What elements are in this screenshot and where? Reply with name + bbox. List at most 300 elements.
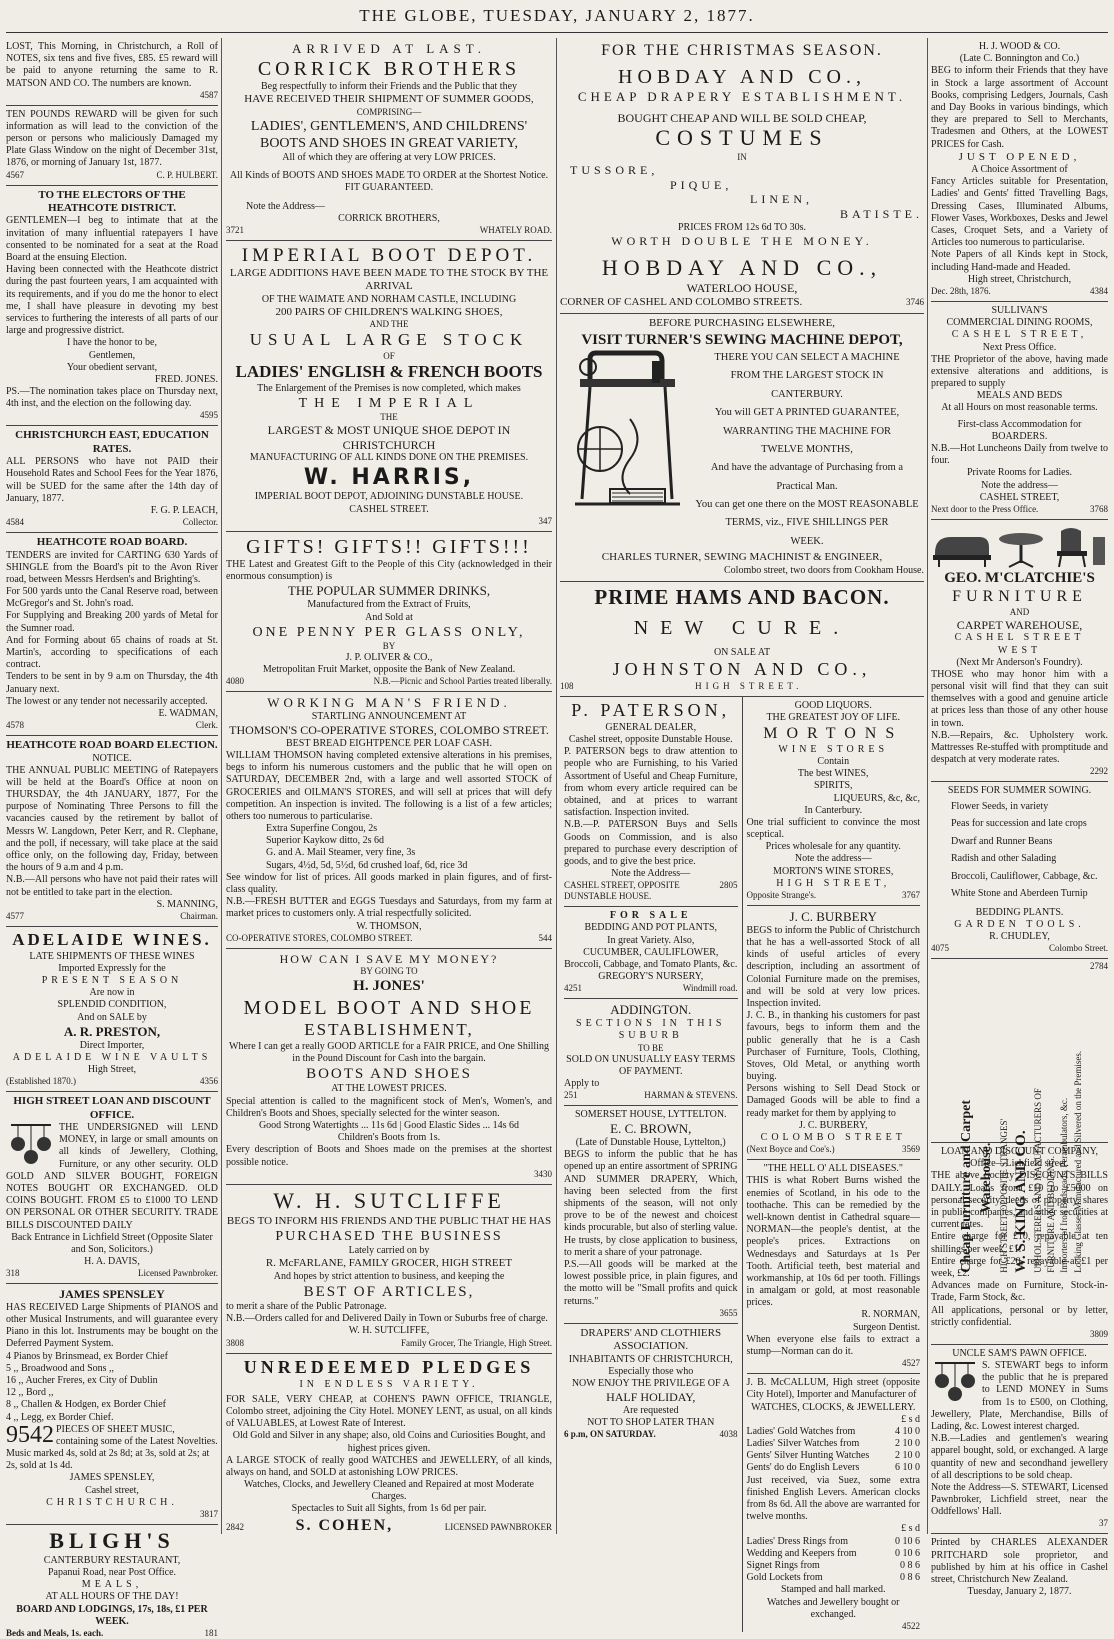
ad-line: MEALS AND BEDS bbox=[976, 390, 1063, 402]
price-value: 6 10 0 bbox=[895, 1462, 920, 1474]
ad-name: HARMAN & STEVENS. bbox=[644, 1090, 738, 1101]
ad-line: GENERAL DEALER, bbox=[605, 721, 697, 733]
ad-body: HAS RECEIVED Large Shipments of PIANOS and other Musical Instruments, and will guarantee every Piano in this lot. Instruments may be bought on the Deferred Payment System. bbox=[6, 1301, 218, 1350]
ad-body: THE ANNUAL PUBLIC MEETING of Ratepayers will be held at the Board's Office at noon on THURSDAY, the 4th JANUARY, 1877, For the purpose of Nominating Three Persons to fill the vacancies caused by the retirement by ballot of Messrs W. Langdown, Peter Kerr, and R. Clephane, and the poll, if necessary, will take place at the said office only, on the following day, Friday, between the hours of 9 a.m and 4 p.m. bbox=[6, 764, 218, 874]
ad-line: Old Gold and Silver in any shape; also, old Coins and Curiosities Bought, and highest prices given. bbox=[232, 1430, 546, 1454]
ad-line: Next door to the Press Office. bbox=[931, 503, 1039, 514]
ad-title: UNREDEEMED PLEDGES bbox=[243, 1356, 535, 1377]
ad-line: OF THE WAIMATE AND NORHAM CASTLE, INCLUDING bbox=[261, 293, 517, 305]
column-2 bbox=[226, 38, 552, 1534]
fabric-list bbox=[560, 163, 924, 222]
ad-body: A LARGE STOCK of really good WATCHES and JEWELLERY, of all kinds, always on hand, and SOLD at astonishing LOW PRICES. bbox=[226, 1454, 552, 1478]
ad-body: See window for list of prices. All goods marked in plain figures, and of first-class quality. bbox=[226, 871, 552, 896]
ad-signature: R. NORMAN, bbox=[861, 1309, 920, 1321]
road-board-tenders-ad bbox=[6, 533, 218, 736]
gifts-summer-drinks-ad bbox=[226, 532, 552, 692]
ad-body: Entire charge for £20, repayable at £1 per week, £2. bbox=[931, 1255, 1108, 1279]
burbery-furniture-ad bbox=[747, 906, 921, 1160]
ad-pretitle: FOR THE CHRISTMAS SEASON. bbox=[601, 42, 883, 59]
list-item: Peas for succession and late crops bbox=[951, 818, 1087, 830]
ad-line: WATERLOO HOUSE, bbox=[686, 281, 798, 296]
ad-line: HIGH STREET. bbox=[695, 680, 803, 691]
hobday-drapery-ad bbox=[560, 38, 924, 314]
rotated-ad-body bbox=[957, 933, 1085, 1273]
ad-line: LADIES', GENTLEMEN'S, AND CHILDRENS' bbox=[250, 118, 528, 134]
ad-ref: 4384 bbox=[1090, 285, 1108, 296]
ad-line: R. McFARLANE, FAMILY GROCER, HIGH STREET bbox=[265, 1257, 513, 1270]
list-item: LINEN, bbox=[750, 192, 813, 207]
ad-line: In Canterbury. bbox=[804, 804, 863, 816]
ad-line: Looking Glasses Manufactured and Silvered on the Premises. bbox=[1072, 1050, 1083, 1273]
ad-body: THE Proprietor of the above, having made extensive alterations and additions, is prepared to supply bbox=[931, 353, 1108, 390]
ad-line: COSTUMES bbox=[655, 125, 829, 151]
ad-title: Warehouse. bbox=[979, 1142, 995, 1213]
pawnbroker-balls-icon bbox=[931, 1360, 979, 1402]
ad-line: High street, Christchurch, bbox=[967, 273, 1072, 285]
ad-ref: 3808 bbox=[226, 1337, 244, 1348]
ad-title: E. C. BROWN, bbox=[610, 1121, 692, 1137]
ad-line: GREGORY'S NURSERY, bbox=[598, 971, 704, 983]
ad-name: J. P. OLIVER & CO., bbox=[345, 651, 433, 663]
list-item: 4 ,, Legg, ex Border Chief. bbox=[6, 1411, 114, 1423]
ad-body: For Supplying and Breaking 200 yards of Metal for the Sumner road. bbox=[6, 610, 218, 634]
electors-ad bbox=[6, 186, 218, 427]
loan-office-ad bbox=[6, 1092, 218, 1284]
ad-line: Your obedient servant, bbox=[66, 361, 158, 373]
ad-ref: 4577 bbox=[6, 910, 24, 921]
ad-line: CO-OPERATIVE STORES, COLOMBO STREET. bbox=[226, 932, 413, 943]
ad-ref: 3430 bbox=[534, 1168, 552, 1179]
ad-ref: 4522 bbox=[902, 1620, 920, 1631]
subcolumn-right bbox=[743, 697, 925, 1632]
ad-line: Imported Expressly for the bbox=[58, 962, 166, 974]
ad-line: Watches, Clocks, and Jewellery Cleaned and Repaired at most Moderate Charges. bbox=[244, 1479, 534, 1503]
ad-body: FOR SALE, VERY CHEAP, at COHEN'S PAWN OFFICE, TRIANGLE, Colombo street, adjoining the City Hotel. MONEY LENT, as usual, on all kinds of VALUABLES, at Lowest Rate of Interest. bbox=[226, 1393, 552, 1430]
ad-line: The best WINES, bbox=[797, 768, 869, 780]
uncle-sams-pawn-office-ad bbox=[931, 1345, 1108, 1535]
ad-signature: E. WADMAN, bbox=[158, 707, 218, 719]
ad-body: J. C. B., in thanking his customers for past favours, begs to inform them and the public generally that he is a Cash Purchaser of Furniture, Tools, Clothing, Stoves, Old Metal, or anything worth buying. bbox=[746, 1010, 920, 1083]
ad-title: TO THE ELECTORS OF THE HEATHCOTE DISTRICT. bbox=[38, 188, 186, 215]
ad-ref: 4527 bbox=[902, 1358, 920, 1369]
ad-line: AND bbox=[1009, 606, 1030, 617]
price-item: Gents' Silver Hunting Watches bbox=[746, 1450, 870, 1462]
ad-line: HAVE RECEIVED THEIR SHIPMENT OF SUMMER GOODS, bbox=[244, 93, 534, 106]
price-item: Gents' do do English Levers bbox=[746, 1462, 860, 1474]
ad-body: N.B.—All persons who have not paid their rates will not be entitled to take part in the election. bbox=[6, 874, 218, 898]
ad-body: One trial sufficient to convince the most sceptical. bbox=[746, 816, 920, 841]
ad-line: PRICES FROM 12s 6d TO 30s. bbox=[678, 221, 806, 233]
ad-line: LATE SHIPMENTS OF THESE WINES bbox=[29, 950, 195, 962]
somerset-house-ad bbox=[564, 1106, 738, 1324]
ad-line: Direct Importer, bbox=[79, 1039, 145, 1051]
ad-line: COLOMBO STREET bbox=[760, 1132, 906, 1144]
ad-line: FURNITURE bbox=[952, 588, 1087, 606]
list-item: Broccoli, Cauliflower, Cabbage, &c. bbox=[951, 870, 1098, 882]
road-board-election-ad bbox=[6, 736, 218, 927]
price-value: 0 8 6 bbox=[900, 1572, 920, 1584]
ad-ref: 181 bbox=[204, 1627, 218, 1638]
ad-line: Metropolitan Fruit Market, opposite the Bank of New Zealand. bbox=[262, 663, 516, 675]
ad-name: S. COHEN, bbox=[295, 1516, 394, 1534]
list-item: 16 ,, Aucher Freres, ex City of Dublin bbox=[6, 1374, 158, 1386]
ad-line: GARDEN TOOLS. bbox=[954, 918, 1085, 930]
ad-ref: 2842 bbox=[226, 1521, 244, 1532]
ad-line: 200 PAIRS OF CHILDREN'S WALKING SHOES, bbox=[275, 306, 503, 319]
ad-body: Fancy Articles suitable for Presentation, Ladies' and Gents' fitted Travelling Bags, Dressing Cases, Illuminated Albums, Flower Vases, Workboxes, Desks and Jewel Cases, Croquet Sets, and a Variety of Articles too numerous to particularise. bbox=[931, 176, 1108, 249]
ad-title: GEO. M'CLATCHIE'S bbox=[944, 569, 1095, 586]
ad-line: Good Strong Watertights ... 11s 6d | Good Elastic Sides ... 14s 6d bbox=[258, 1119, 520, 1131]
ad-ref: 3721 bbox=[226, 224, 244, 235]
ad-ref: 4356 bbox=[200, 1076, 218, 1087]
price-header: £ s d bbox=[901, 1523, 920, 1535]
ad-line: LARGE ADDITIONS HAVE BEEN MADE TO THE STOCK BY THE ARRIVAL bbox=[229, 267, 549, 293]
list-item: PIQUE, bbox=[670, 177, 733, 192]
ad-signature: S. MANNING, bbox=[156, 898, 218, 910]
ad-body: The lowest or any tender not necessarily accepted. bbox=[6, 695, 208, 707]
ad-body: N.B.—P. PATERSON Buys and Sells Goods on Commission, and is also prepared to purchase every description of goods, and to give the best price. bbox=[564, 819, 738, 867]
ad-signature: JAMES SPENSLEY, bbox=[69, 1472, 155, 1484]
ad-name: W. HARRIS, bbox=[303, 464, 475, 490]
price-item: Ladies' Dress Rings from bbox=[746, 1535, 849, 1547]
ad-line: WEEK. bbox=[790, 535, 824, 547]
ad-title: HOBDAY AND CO., bbox=[601, 254, 883, 280]
ad-line: WHATELY ROAD. bbox=[479, 224, 552, 235]
wood-stationers-ad bbox=[931, 38, 1108, 302]
ad-ref: 2805 bbox=[719, 880, 738, 891]
sheet-music-count: 9542 bbox=[6, 1421, 54, 1448]
ad-line: Opposite Strange's. bbox=[746, 890, 817, 901]
list-item: Radish and other Salading bbox=[951, 853, 1057, 865]
price-item: Signet Rings from bbox=[746, 1559, 820, 1571]
ad-line: Manufactured from the Extract of Fruits, bbox=[307, 599, 471, 611]
list-item: Extra Superfine Congou, 2s bbox=[266, 823, 378, 835]
ad-line: TO BE bbox=[637, 1042, 664, 1053]
ad-title: GIFTS! GIFTS!! GIFTS!!! bbox=[246, 535, 532, 558]
price-value: 0 8 6 bbox=[900, 1559, 920, 1571]
price-item: Gold Lockets from bbox=[746, 1572, 823, 1584]
mccallum-jeweller-ad bbox=[747, 1374, 921, 1632]
ad-body: Note Papers of all Kinds kept in Stock, including Hand-made and Headed. bbox=[931, 249, 1108, 273]
pawnbroker-balls-icon bbox=[6, 1122, 56, 1166]
ad-line: I have the honor to be, bbox=[67, 337, 157, 349]
ad-body: Having been connected with the Heathcote district during the past fourteen years, I am acquainted with its requirements, and if you do me the honor to elect me, I shall have pleasure in devoting my best services to furthering the interests of all parts of our large and progressive district. bbox=[6, 264, 218, 337]
unredeemed-pledges-ad bbox=[226, 1354, 552, 1536]
list-item: Superior Kaykow ditto, 2s 6d bbox=[266, 835, 385, 847]
ad-line: BEGS TO INFORM HIS FRIENDS AND THE PUBLIC THAT HE HAS bbox=[226, 1214, 552, 1227]
ad-line: You can get one there on the MOST REASONABLE bbox=[695, 499, 919, 511]
list-item: Dwarf and Runner Beans bbox=[951, 835, 1053, 847]
ad-title: PRIME HAMS AND BACON. bbox=[594, 584, 890, 609]
sullivans-dining-ad bbox=[931, 302, 1108, 520]
price-value: 4 10 0 bbox=[895, 1425, 920, 1437]
ad-body: Special attention is called to the magnificent stock of Men's, Women's, and Children's Boots and Shoes, specially selected for the winter season. bbox=[226, 1095, 552, 1119]
ad-line: Cashel street, bbox=[85, 1484, 139, 1496]
ad-line: Colombo street, two doors from Cookham House. bbox=[724, 564, 924, 576]
addington-sections-ad bbox=[564, 999, 738, 1106]
ad-title: VISIT TURNER'S SEWING MACHINE DEPOT, bbox=[581, 331, 903, 348]
ad-line: CANTERBURY. bbox=[771, 388, 843, 400]
ad-line: Back Entrance in Lichfield Street (Opposite Slater and Son, Solicitors.) bbox=[11, 1231, 213, 1255]
ad-ref: 2292 bbox=[1090, 766, 1108, 777]
ad-body: BEGS to inform the Public of Christchurch that he has a well-assorted Stock of all kinds of useful articles of every description, including an assortment of Colonial Furniture made on the premises, and will be sold at very low prices. Inspection invited. bbox=[746, 924, 920, 1009]
ad-body: THIS is what Robert Burns wished the enemies of Scotland, in his ode to the toothache. This can be remedied by the well-known dentist in Cathedral square—NORMAN—the people's dentist, at the people's prices. Extractions on Wednesdays and Saturdays at 1s Per Tooth. Artificial teeth, best material and workmanship, at 10s 6d per tooth. Fillings in amalgam or gold, at most reasonable prices. bbox=[746, 1175, 920, 1309]
price-item: Ladies' Silver Watches from bbox=[746, 1438, 860, 1450]
ad-body: THE Latest and Greatest Gift to the People of this City (acknowledged in their enormous consumption) is bbox=[226, 559, 552, 583]
ad-ref: 108 bbox=[560, 680, 574, 691]
ad-line: THE GREATEST JOY OF LIFE. bbox=[766, 712, 901, 724]
ad-line: N.B.—Picnic and School Parties treated liberally. bbox=[373, 676, 552, 687]
ad-signature: R. CHUDLEY, bbox=[989, 930, 1050, 942]
price-header: £ s d bbox=[901, 1413, 920, 1425]
ad-line: Contain bbox=[817, 755, 850, 767]
ad-line: CASHEL STREET, bbox=[979, 491, 1060, 503]
ad-signature: FRED. JONES. bbox=[154, 373, 218, 385]
ad-line: Spectacles to Suit all Sights, from 1s 6d per pair. bbox=[291, 1503, 487, 1515]
ad-body: LOST, This Morning, in Christchurch, a Roll of NOTES, six tens and five fives, £85. £5 reward will be paid to anyone returning the same to R. MATSON AND CO. The numbers are known. bbox=[6, 41, 218, 89]
seed-list bbox=[931, 798, 1108, 903]
ad-line: Are requested bbox=[622, 1404, 679, 1416]
ad-pretitle: BEFORE PURCHASING ELSEWHERE, bbox=[648, 317, 836, 330]
ad-ref: 318 bbox=[6, 1268, 20, 1279]
table-row bbox=[747, 1438, 921, 1450]
ad-line: (Late C. Bonnington and Co.) bbox=[959, 53, 1080, 65]
ad-line: OF PAYMENT. bbox=[618, 1065, 683, 1077]
ad-line: IN ENDLESS VARIETY. bbox=[299, 1378, 479, 1390]
ad-role: Licensed Pawnbroker. bbox=[138, 1268, 218, 1279]
ad-line: HIGH STREET, OPPOSITE STRANGES' bbox=[998, 1118, 1009, 1273]
ad-line: Beg respectfully to inform their Friends and the Public that they bbox=[260, 81, 518, 93]
ad-line: CANTERBURY RESTAURANT, bbox=[43, 1554, 181, 1566]
ad-line: Beds and Meals, 1s. each. bbox=[6, 1627, 104, 1638]
ad-ref: 3767 bbox=[902, 890, 920, 901]
ad-line: SOLD ON UNUSUALLY EASY TERMS bbox=[566, 1053, 736, 1065]
ad-ref: 37 bbox=[1099, 1518, 1108, 1529]
mclatchie-furniture-ad bbox=[931, 520, 1108, 782]
ad-line: Especially those who bbox=[608, 1365, 694, 1377]
subcolumn-left bbox=[560, 697, 743, 1632]
list-item: TUSSORE, bbox=[570, 163, 659, 178]
ad-line: BEDDING PLANTS. bbox=[975, 906, 1064, 918]
list-item: 12 ,, Bord ,, bbox=[6, 1387, 54, 1399]
ad-name: CORRICK BROTHERS, bbox=[338, 212, 440, 224]
ad-line: And on SALE by bbox=[77, 1011, 147, 1023]
ad-line: CARPET WAREHOUSE, bbox=[956, 617, 1083, 632]
ad-body: N.B.—Hot Luncheons Daily from twelve to four. bbox=[931, 443, 1108, 467]
ad-pretitle: GOOD LIQUORS. bbox=[794, 699, 872, 711]
ad-line: BOOTS AND SHOES bbox=[306, 1066, 472, 1083]
ad-line: And hopes by strict attention to business, and keeping the bbox=[273, 1270, 505, 1282]
ad-line: PRESENT SEASON bbox=[41, 975, 183, 987]
ad-line: BOUGHT CHEAP AND WILL BE SOLD CHEAP, bbox=[617, 110, 867, 125]
ad-ref: 3768 bbox=[1090, 503, 1108, 514]
ad-title: HOBDAY AND CO., bbox=[618, 65, 866, 88]
ad-line: OF bbox=[383, 351, 395, 362]
table-row bbox=[747, 1426, 921, 1438]
ad-line: AND THE bbox=[369, 319, 409, 330]
piano-list bbox=[6, 1351, 218, 1424]
ad-body: Every description of Boots and Shoes made on the premises at the shortest possible notice. bbox=[226, 1144, 552, 1168]
ad-line: A Choice Assortment of bbox=[971, 164, 1068, 176]
sewing-machine-illustration bbox=[560, 349, 690, 517]
ad-line: LADIES' ENGLISH & FRENCH BOOTS bbox=[235, 362, 543, 382]
ad-ref: 4038 bbox=[719, 1429, 738, 1440]
ad-line: BY bbox=[382, 640, 396, 651]
ad-line: Note the address— bbox=[981, 479, 1058, 491]
price-item: Ladies' Gold Watches from bbox=[746, 1425, 856, 1437]
ad-ref: 3655 bbox=[719, 1307, 738, 1318]
ad-title: IMPERIAL BOOT DEPOT. bbox=[241, 244, 537, 266]
list-item: 5 ,, Broadwood and Sons ,, bbox=[6, 1362, 115, 1374]
ad-name: A. R. PRESTON, bbox=[63, 1023, 161, 1039]
ad-pretitle: ARRIVED AT LAST. bbox=[292, 41, 486, 56]
ad-line: Windmill road. bbox=[682, 983, 738, 994]
ad-line: BOOTS AND SHOES IN GREAT VARIETY, bbox=[259, 135, 518, 151]
ad-line: NOW ENJOY THE PRIVILEGE OF A bbox=[571, 1377, 730, 1389]
ad-body: GENTLEMEN—I beg to intimate that at the invitation of many influential ratepayers I have consented to be nominated for a seat at the Road Board at the ensuing Election. bbox=[6, 215, 218, 263]
ad-line: BEST OF ARTICLES, bbox=[303, 1283, 475, 1300]
imprint-date: Tuesday, January 2, 1877. bbox=[967, 1586, 1072, 1598]
ad-body: ALL PERSONS who have not PAID their Household Rates and School Fees for the Year 1876, will be SUED for the same after the 14th day of January, 1877. bbox=[6, 456, 218, 504]
ad-line: All Kinds of BOOTS AND SHOES MADE TO ORDER at the Shortest Notice. bbox=[229, 170, 549, 182]
ad-title: LOAN AND DISCOUNT COMPANY, bbox=[940, 1146, 1099, 1158]
ad-line: And Sold at bbox=[365, 611, 413, 623]
ad-title: J. C. BURBERY bbox=[789, 909, 877, 924]
ad-line: And have the advantage of Purchasing from a bbox=[710, 462, 904, 474]
ad-ref: 4075 bbox=[931, 943, 949, 954]
ad-ref: 544 bbox=[538, 932, 552, 943]
ad-ref: 4567 bbox=[6, 169, 24, 180]
ad-line: LARGEST & MOST UNIQUE SHOE DEPOT IN CHRISTCHURCH bbox=[267, 423, 511, 452]
ad-line: WARRANTING THE MACHINE FOR bbox=[722, 425, 892, 437]
ad-title: SULLIVAN'S bbox=[991, 304, 1048, 316]
ad-body: Note the Address—S. STEWART, Licensed Pawnbroker, Lichfield street, near the Oddfellows' Hall. bbox=[931, 1481, 1108, 1518]
ad-line: BY GOING TO bbox=[360, 966, 418, 977]
ad-line: HALF HOLIDAY, bbox=[606, 1390, 696, 1405]
price-value: 0 10 6 bbox=[895, 1535, 920, 1547]
paterson-dealer-ad bbox=[564, 697, 738, 907]
ad-title: DRAPERS' AND CLOTHIERS ASSOCIATION. bbox=[580, 1326, 722, 1353]
ad-line: FURNITURE AND BEDDING. bbox=[1046, 1156, 1057, 1273]
price-item: Wedding and Keepers from bbox=[746, 1547, 857, 1559]
ad-body: P.S.—All goods will be marked at the lowest possible price, in plain figures, and the motto will be "Small profits and quick returns." bbox=[564, 1258, 738, 1307]
ad-line: ADELAIDE WINE VAULTS bbox=[12, 1051, 212, 1063]
prime-hams-ad bbox=[560, 582, 924, 697]
ad-pretitle: HOW CAN I SAVE MY MONEY? bbox=[279, 951, 499, 966]
ad-line: BEDDING AND POT PLANTS, bbox=[584, 922, 718, 934]
ad-line: THE IMPERIAL bbox=[298, 396, 480, 412]
ad-line: THOMSON'S CO-OPERATIVE STORES, COLOMBO STREET. bbox=[229, 723, 549, 738]
ad-line: IN bbox=[737, 152, 747, 163]
ad-line: MORTON'S WINE STORES, bbox=[773, 865, 894, 877]
ad-line: NEW CURE. bbox=[633, 617, 851, 640]
gregory-nursery-ad bbox=[564, 907, 738, 999]
column-divider bbox=[221, 38, 222, 1534]
ad-line: UPHOLSTERERS AND MANUFACTURERS OF bbox=[1033, 1088, 1044, 1273]
ad-line: COMPRISING— bbox=[356, 106, 422, 117]
column-divider bbox=[927, 38, 928, 1534]
ad-line: Office—Lichfield street. bbox=[970, 1158, 1069, 1170]
ad-body: THE above Society DISCOUNTS BILLS DAILY. Loans from £10 to £5000 on personal security, deeds of property, shares in public companies, and other securities at current rates. bbox=[931, 1170, 1108, 1231]
ad-line: BOARD AND LODGINGS, 17s, 18s, £1 PER WEEK. bbox=[16, 1603, 208, 1627]
ad-line: Private Rooms for Ladies. bbox=[967, 467, 1072, 479]
ad-line: CHEAP DRAPERY ESTABLISHMENT. bbox=[577, 88, 907, 104]
ad-role: Clerk. bbox=[195, 720, 218, 731]
ad-line: CUCUMBER, CAULIFLOWER, bbox=[583, 946, 719, 958]
ad-line: COMMERCIAL DINING ROOMS, bbox=[946, 317, 1093, 329]
ad-body: S. STEWART begs to inform the public that he is prepared to LEND MONEY in Sums from 1s to £500, on Clothing, Jewellery, Plate, Merchandise, Bills of Lading, &c. Lowest interest charged. bbox=[931, 1360, 1108, 1432]
ad-line: to merit a share of the Public Patronage. bbox=[226, 1301, 387, 1313]
ad-ref: 4587 bbox=[200, 89, 218, 100]
price-value: 2 10 0 bbox=[895, 1450, 920, 1462]
ad-name: JOHNSTON AND CO., bbox=[612, 658, 872, 679]
ad-signature: F. G. P. LEACH, bbox=[150, 504, 218, 516]
ad-line: (Late of Dunstable House, Lyttelton,) bbox=[575, 1137, 726, 1149]
ad-line: SPLENDID CONDITION, bbox=[57, 999, 167, 1011]
ad-line: CASHEL STREET. bbox=[349, 503, 429, 515]
table-row bbox=[747, 1548, 921, 1560]
table-row bbox=[747, 1560, 921, 1572]
ad-line: Broccoli, Cabbage, and Tomato Plants, &c. bbox=[564, 958, 738, 970]
ad-line: N.B.—Orders called for and Delivered Daily in Town or Suburbs free of charge. bbox=[226, 1313, 548, 1325]
ad-line: Children's Boots from 1s. bbox=[337, 1132, 441, 1144]
ad-title: ESTABLISHMENT, bbox=[304, 1020, 474, 1040]
ad-body: All applications, personal or by letter, strictly confidential. bbox=[931, 1304, 1108, 1328]
ad-title: P. PATERSON, bbox=[571, 699, 731, 720]
ad-body: J. B. McCALLUM, High street (opposite City Hotel), Importer and Manufacturer of bbox=[746, 1377, 920, 1401]
column-4 bbox=[931, 38, 1108, 1598]
furniture-illustration bbox=[931, 523, 1108, 569]
ad-line: MANUFACTURING OF ALL KINDS DONE ON THE PREMISES. bbox=[249, 452, 529, 464]
ad-line: Note the address— bbox=[794, 853, 872, 865]
ad-signature: H. A. DAVIS, bbox=[84, 1256, 140, 1268]
table-row bbox=[747, 1536, 921, 1548]
ad-title: FOR SALE bbox=[609, 910, 692, 922]
ad-body: TEN POUNDS REWARD will be given for such information as will lead to the conviction of the person or persons who maliciously Damaged my Plate Glass Window on the night of December 31st, 1876, or morning of January 1st, 1877. bbox=[6, 108, 218, 169]
ad-line: In great Variety. Also, bbox=[607, 934, 695, 946]
ad-line: Are now in bbox=[89, 987, 135, 999]
ad-line: 6 p.m, ON SATURDAY. bbox=[564, 1429, 656, 1440]
norman-dentist-ad bbox=[747, 1160, 921, 1374]
ad-line: SECTIONS IN THIS SUBURB bbox=[576, 1018, 726, 1042]
ad-line: CORNER OF CASHEL AND COLOMBO STREETS. bbox=[560, 295, 803, 308]
ad-title: HEATHCOTE ROAD BOARD. bbox=[36, 536, 188, 549]
ad-body: When everyone else fails to extract a stump—Norman can do it. bbox=[746, 1333, 920, 1358]
drapers-association-ad bbox=[564, 1324, 738, 1440]
ad-title: W. H. SUTCLIFFE bbox=[273, 1187, 505, 1213]
ad-line: CASHEL STREET WEST bbox=[954, 632, 1085, 656]
ad-body: For 500 yards unto the Canal Reserve road, between McGregor's and St. John's road. bbox=[6, 586, 218, 610]
ad-line: Watches and Jewellery bought or exchanged. bbox=[767, 1596, 900, 1620]
ad-body: BEG to inform their Friends that they have in Stock a large assortment of Account Books, comprising Ledgers, Journals, Cash and Day Books in various bindings, which they are prepared to Sell to Merchants, Tradesmen and Others, at the LOWEST PRICES for Cash. bbox=[931, 65, 1108, 150]
ad-body: N.B.—Ladies and gentlemen's wearing apparel bought, sold, or exchanged. A large quantity of new and secondhand jewellery of all descriptions to be sold cheap. bbox=[931, 1433, 1108, 1481]
ad-body: Just received, via Suez, some extra finished English Levers. American clocks from 8s 6d. All the above are warranted for twelve months. bbox=[746, 1474, 920, 1523]
ad-ref: 4251 bbox=[564, 983, 582, 994]
list-item: 8 ,, Challen & Hodgen, ex Border Chief bbox=[6, 1399, 166, 1411]
education-rates-ad bbox=[6, 426, 218, 533]
working-mans-friend-ad bbox=[226, 692, 552, 949]
ad-line: CHRISTCHURCH. bbox=[46, 1496, 178, 1508]
list-item: Flower Seeds, in variety bbox=[951, 800, 1049, 812]
ad-line: USUAL LARGE STOCK bbox=[249, 330, 529, 350]
ad-line: Gentlemen, bbox=[88, 349, 136, 361]
ad-name: H. JONES' bbox=[353, 978, 425, 995]
ad-ref: 3746 bbox=[906, 296, 924, 307]
ad-body: N.B.—FRESH BUTTER and EGGS Tuesdays and Saturdays, from my farm at market prices to customers only. A trial respectfully solicited. bbox=[226, 896, 552, 920]
ad-signature: W. THOMSON, bbox=[356, 920, 422, 932]
ad-title: MODEL BOOT AND SHOE bbox=[243, 996, 535, 1019]
printer-imprint bbox=[931, 1534, 1108, 1598]
